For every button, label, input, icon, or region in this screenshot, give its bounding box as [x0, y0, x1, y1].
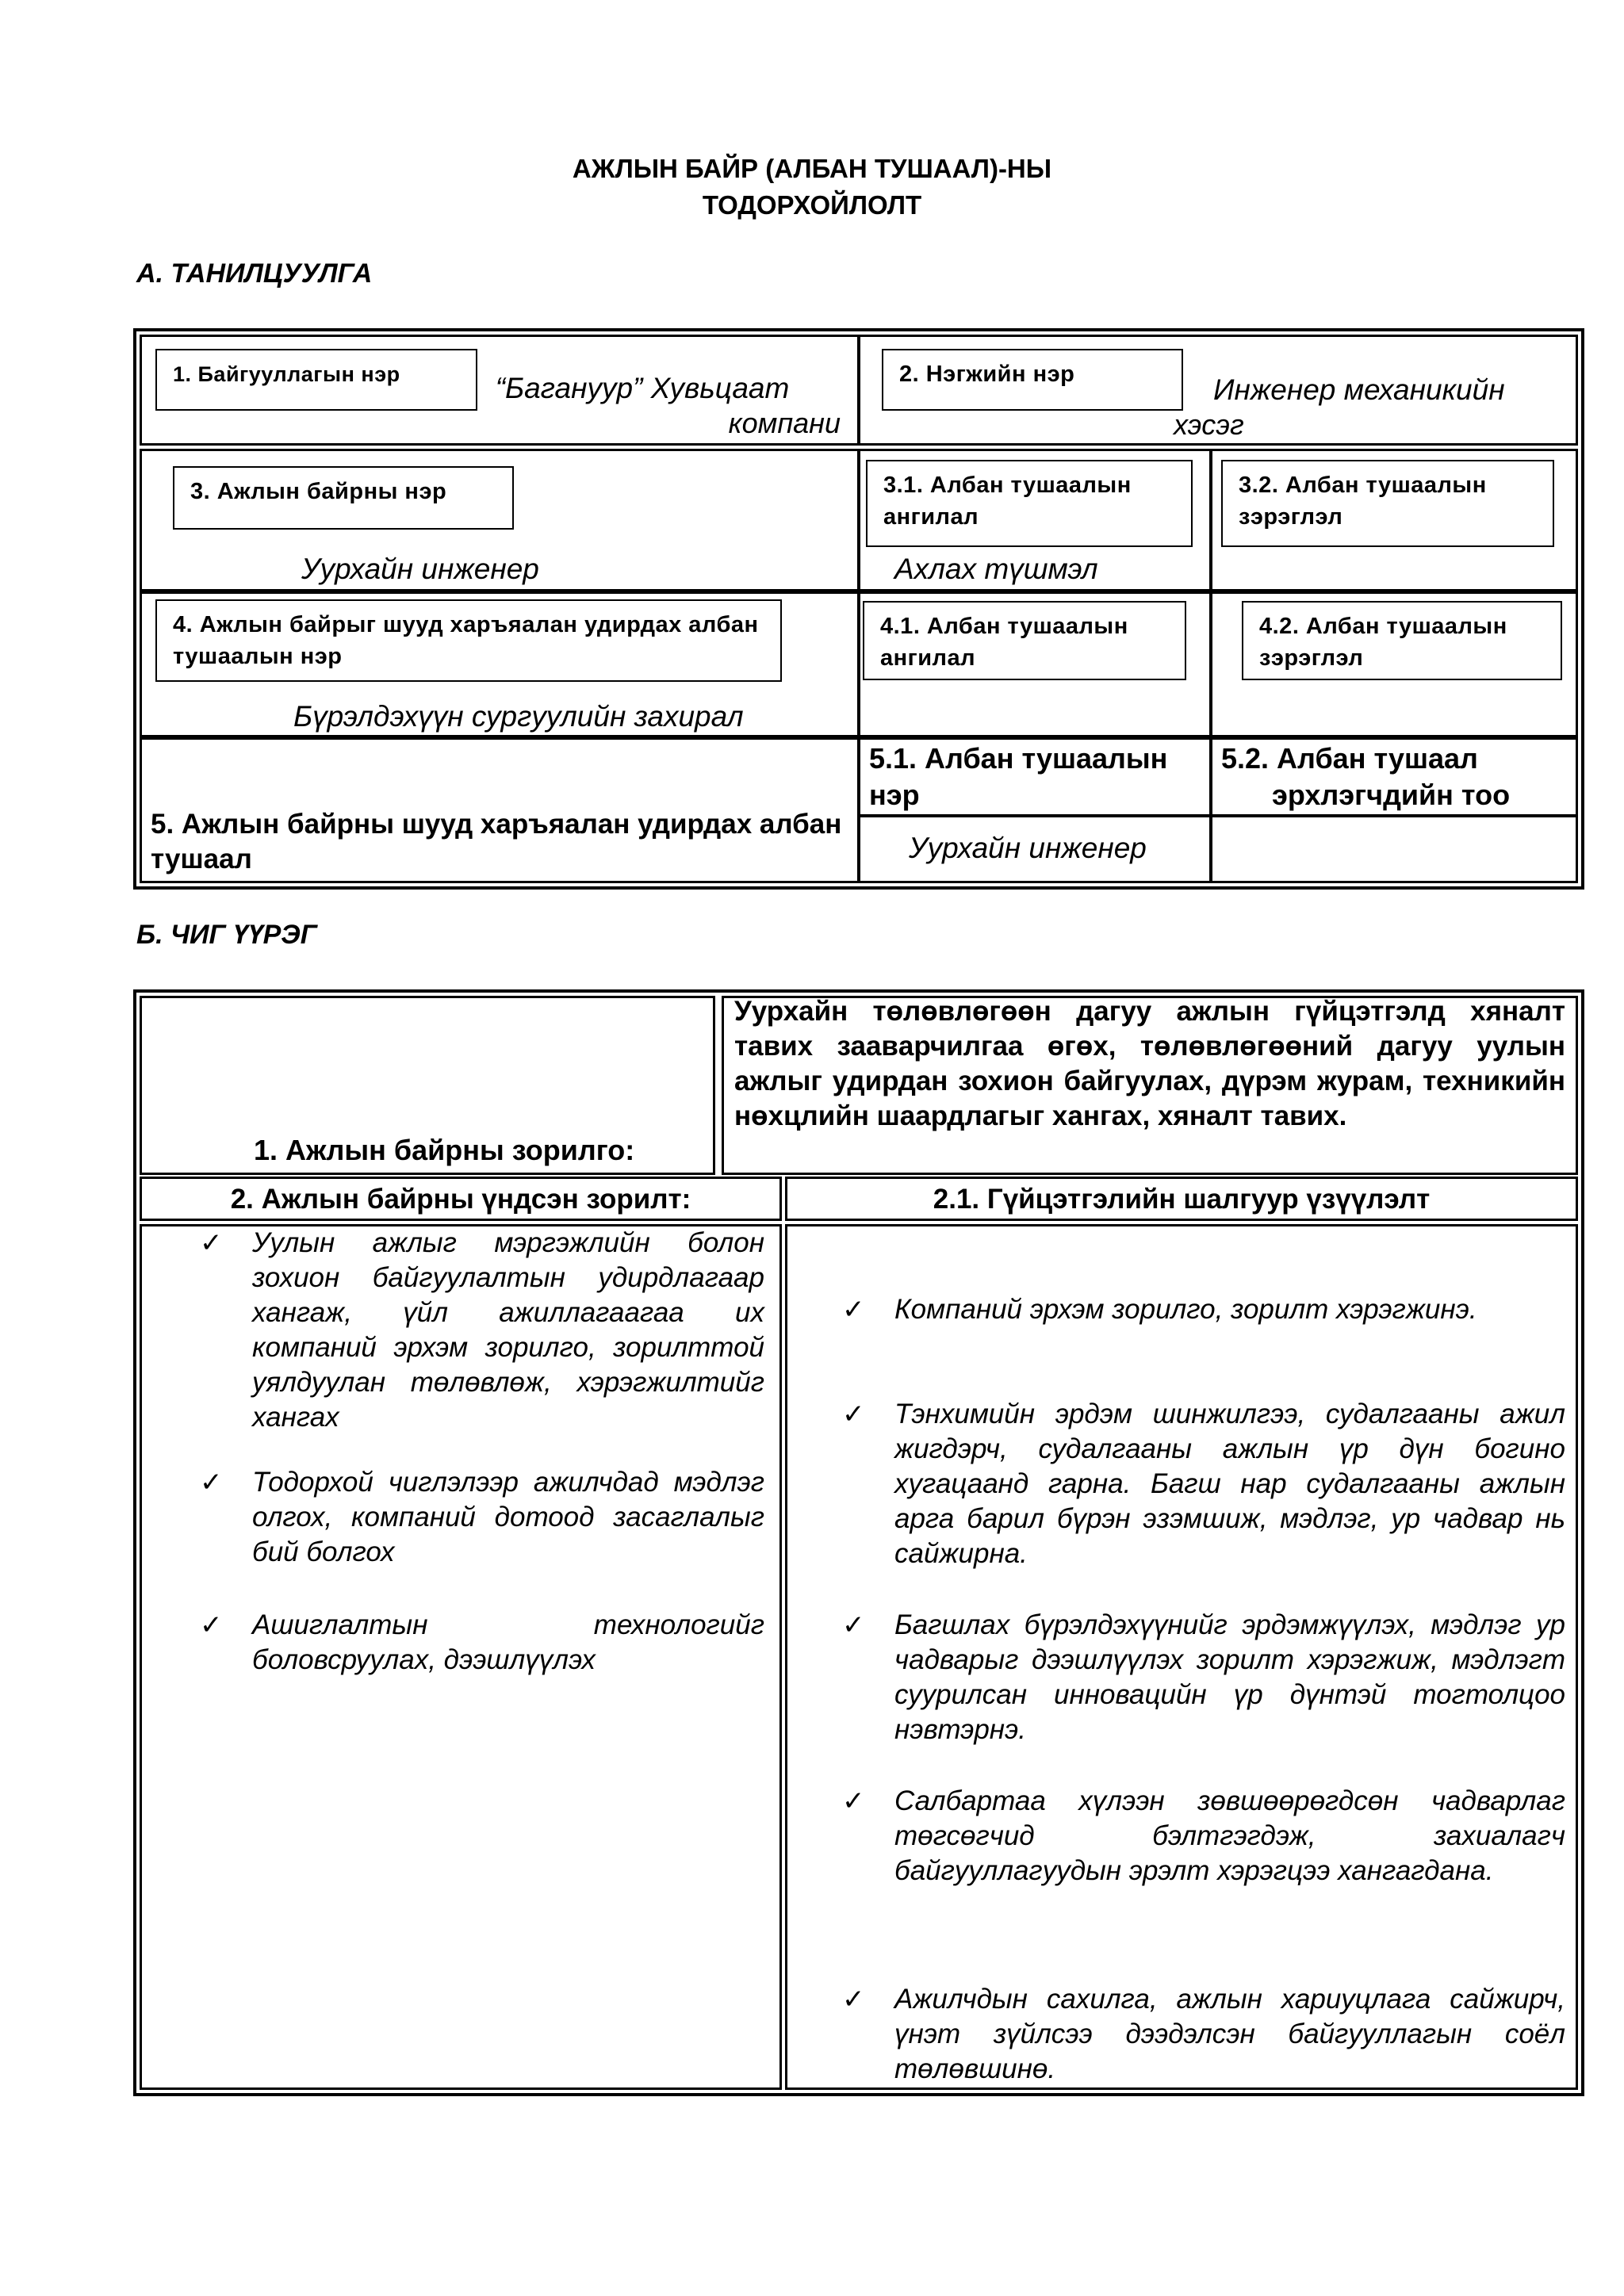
criterion-3-check-icon: ✓: [842, 1610, 865, 1640]
criteria-header: 2.1. Гүйцэтгэлийн шалгуур үзүүлэлт: [933, 1184, 1431, 1215]
document-title-line2: ТОДОРХОЙЛОЛТ: [702, 190, 922, 220]
document-title-line1: АЖЛЫН БАЙР (АЛБАН ТУШААЛ)-НЫ: [572, 154, 1052, 183]
criterion-1: Компаний эрхэм зорилго, зорилт хэрэгжинэ.: [894, 1294, 1477, 1325]
criterion-5: Ажилчдын сахилга, ажлын хариуцлага сайжирч, үнэт зүйлсээ дээдэлсэн байгууллагын соёл төлөвшинө.: [894, 1984, 1565, 2084]
subordinate-count-value-cell: [1210, 815, 1578, 883]
criterion-1-check-icon: ✓: [842, 1295, 865, 1325]
unit-name-label: 2. Нэгжийн нэр: [882, 349, 1183, 411]
criterion-5-check-icon: ✓: [842, 1984, 865, 2015]
supervisor-class-label: 4.1. Албан тушаалын ангилал: [863, 601, 1186, 680]
unit-name-value-line2: хэсэг: [1174, 408, 1244, 441]
objective-3: Ашиглалтын технологийг боловсруулах, дээшлүүлэх: [252, 1609, 764, 1675]
purpose-text: Уурхайн төлөвлөгөөн дагуу ажлын гүйцэтгэлд хяналт тавих заавaрчилгаа өгөх, төлөвлөгөөний дагуу уулын ажлыг удирдан зохион байгуулах, дүрэм журам, техникийн нөхцлийн шаардлагыг хангах, хяналт тавих.: [734, 996, 1565, 1131]
objective-1: Уулын ажлыг мэргэжлийн болон зохион байгуулалтын удирдлагаар хангаж, үйл ажиллагаагаа их компаний эрхэм зорилго, зорилттой уялдуулан төлөвлөж, хэрэгжилтийг хангах: [252, 1227, 764, 1433]
section-b-heading: Б. ЧИГ ҮҮРЭГ: [136, 920, 317, 950]
objective-1-check-icon: ✓: [200, 1228, 223, 1258]
criterion-4-check-icon: ✓: [842, 1786, 865, 1816]
supervisor-value: Бүрэлдэхүүн сургуулийн захирал: [293, 700, 744, 733]
objective-2-check-icon: ✓: [200, 1468, 223, 1498]
supervisor-rank-label: 4.2. Албан тушаалын зэрэглэл: [1242, 601, 1562, 680]
objectives-header: 2. Ажлын байрны үндсэн зорилт:: [230, 1184, 691, 1215]
subordinate-name-value: Уурхайн инженер: [909, 832, 1147, 864]
criterion-2: Тэнхимийн эрдэм шинжилгээ, судалгааны ажил жигдэрч, судалгааны ажлын үр дүн богино хугацаанд гарна. Багш нар судалгааны ажлын арга барил бүрэн эзэмшиж, мэдлэг, ур чадвар нь сайжирна.: [894, 1399, 1565, 1569]
org-name-label: 1. Байгууллагын нэр: [155, 349, 477, 411]
job-name-value: Уурхайн инженер: [301, 553, 539, 585]
org-name-value-line1: “Багануур” Хувьцаат: [495, 372, 790, 404]
org-name-value-line2: компани: [728, 407, 841, 439]
subordinate-count-label-line1: 5.2. Албан тушаал: [1221, 742, 1478, 775]
job-name-label: 3. Ажлын байрны нэр: [173, 466, 514, 530]
criterion-3: Багшлах бүрэлдэхүүнийг эрдэмжүүлэх, мэдлэг ур чадварыг дээшлүүлэх зорилт хэрэгжиж, мэдлэгт суурилсан инновацийн үр дүнтэй тогтолцоо нэвтэрнэ.: [894, 1609, 1565, 1745]
position-class-value: Ахлах түшмэл: [894, 553, 1098, 585]
objective-3-check-icon: ✓: [200, 1610, 223, 1640]
subordinate-name-label: 5.1. Албан тушаалын нэр: [869, 742, 1168, 811]
subordinate-count-label-line2: эрхлэгчдийн тоо: [1272, 779, 1511, 811]
section-a-heading: А. ТАНИЛЦУУЛГА: [136, 258, 373, 289]
unit-name-value-line1: Инженер механикийн: [1213, 373, 1505, 406]
subordinate-label: 5. Ажлын байрны шууд харъяалан удирдах албан тушаал: [151, 809, 842, 874]
objectives-header-cell: [140, 1177, 782, 1221]
supervisor-label: 4. Ажлын байрыг шууд харъяалан удирдах албан тушаалын нэр: [155, 599, 782, 682]
purpose-label: 1. Ажлын байрны зорилго:: [254, 1134, 635, 1166]
position-class-label: 3.1. Албан тушаалын ангилал: [866, 460, 1193, 547]
criteria-header-cell: [785, 1177, 1578, 1221]
criterion-2-check-icon: ✓: [842, 1399, 865, 1429]
criterion-4: Салбартаа хүлээн зөвшөөрөгдсөн чадварлаг төгсөгчид бэлтгэгдэж, захиалагч байгууллагуудын эрэлт хэрэгцээ хангагдана.: [894, 1785, 1565, 1886]
objective-2: Тодорхой чиглэлээр ажилчдад мэдлэг олгох, компаний дотоод засаглалыг бий болгох: [252, 1467, 764, 1567]
position-rank-label: 3.2. Албан тушаалын зэрэглэл: [1221, 460, 1554, 547]
